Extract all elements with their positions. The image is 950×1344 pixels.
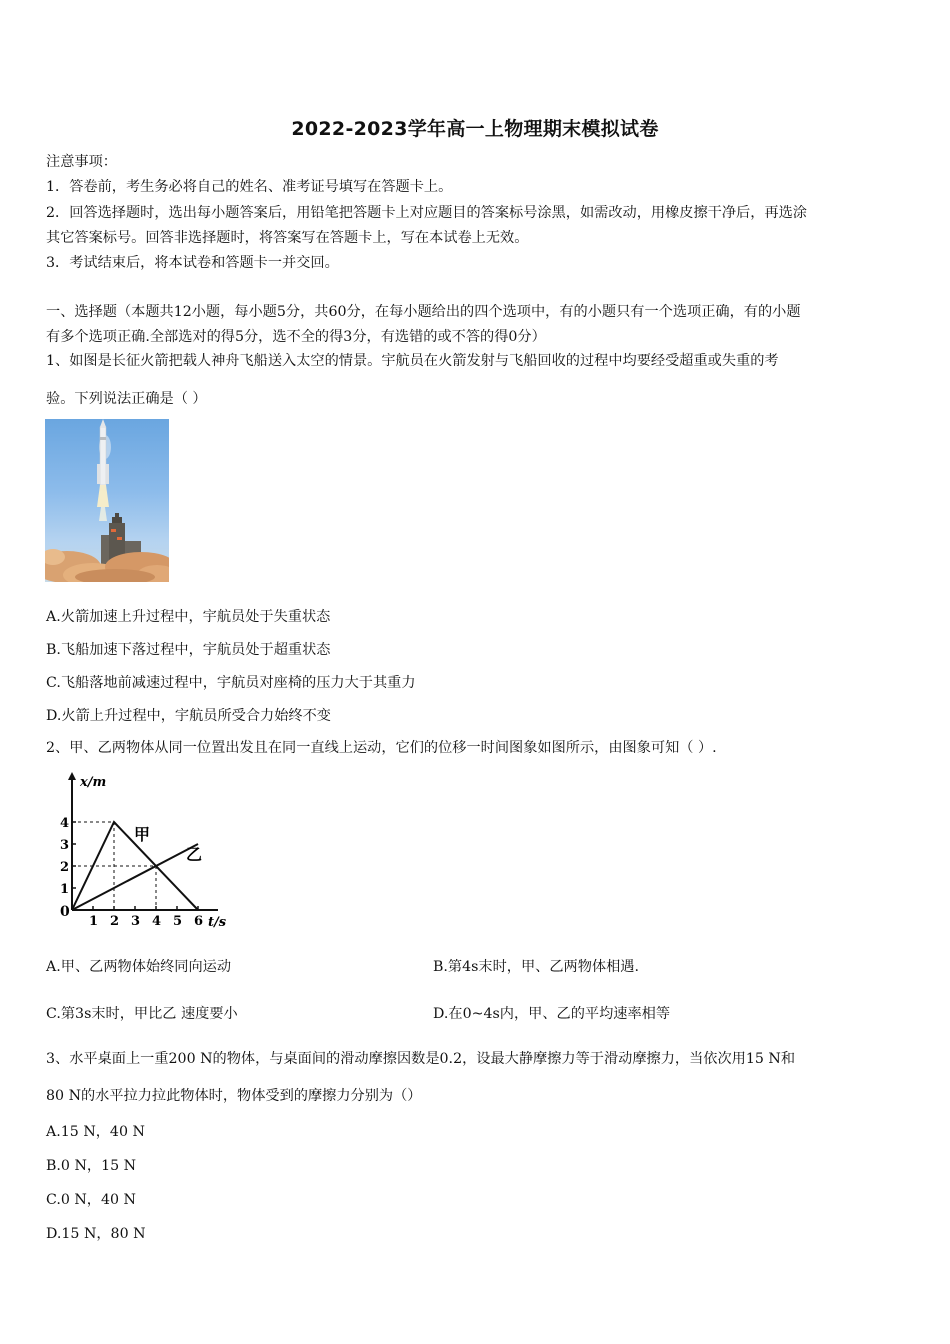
section-heading-line-2: 有多个选项正确.全部选对的得5分，选不全的得3分，有选错的或不答的得0分） — [46, 329, 546, 345]
series-label-1: 甲 — [134, 825, 151, 844]
q3-option-d: D.15 N，80 N — [46, 1226, 146, 1242]
x-tick-label: 3 — [131, 914, 141, 929]
q1-stem-line-2: 验。下列说法正确是（ ） — [46, 391, 207, 407]
q1-stem-line-1: 1、如图是长征火箭把载人神舟飞船送入太空的情景。宇航员在火箭发射与飞船回收的过程中均要经受超重或失重的考 — [46, 353, 779, 369]
q3-option-c: C.0 N，40 N — [46, 1192, 136, 1208]
y-tick-label: 3 — [60, 838, 70, 853]
position-time-graph — [44, 770, 244, 930]
y-axis-arrow — [68, 772, 76, 780]
rocket-launch-image — [45, 419, 169, 582]
q3-stem-line-2: 80 N的水平拉力拉此物体时，物体受到的摩擦力分别为（） — [46, 1088, 422, 1104]
section-heading-line-1: 一、选择题（本题共12小题，每小题5分，共60分，在每小题给出的四个选项中，有的小题只有一个选项正确，有的小题 — [46, 304, 801, 320]
series-line-2 — [72, 844, 198, 910]
notice-line-2b: 其它答案标号。回答非选择题时，将答案写在答题卡上，写在本试卷上无效。 — [46, 230, 529, 246]
q2-option-a: A.甲、乙两物体始终同向运动 — [46, 959, 232, 975]
notice-heading: 注意事项： — [46, 154, 117, 170]
origin-label: 0 — [60, 904, 70, 920]
q2-option-d: D.在0~4s内，甲、乙的平均速率相等 — [433, 1006, 671, 1022]
q1-option-a: A.火箭加速上升过程中，宇航员处于失重状态 — [46, 609, 331, 625]
q3-option-a: A.15 N，40 N — [46, 1124, 145, 1140]
q3-option-b: B.0 N，15 N — [46, 1158, 137, 1174]
q2-option-c: C.第3s末时，甲比乙 速度要小 — [46, 1006, 238, 1022]
x-tick-label: 1 — [89, 914, 99, 929]
y-tick-label: 2 — [60, 860, 70, 875]
series-label-2: 乙 — [186, 845, 203, 864]
x-tick-label: 2 — [110, 914, 120, 929]
q1-option-d: D.火箭上升过程中，宇航员所受合力始终不变 — [46, 708, 331, 724]
y-axis-label: x/m — [80, 775, 107, 790]
q1-option-b: B.飞船加速下落过程中，宇航员处于超重状态 — [46, 642, 331, 658]
q1-option-c: C.飞船落地前减速过程中，宇航员对座椅的压力大于其重力 — [46, 675, 416, 691]
page-title: 2022-2023学年高一上物理期末模拟试卷 — [291, 118, 659, 140]
notice-line-1: 1．答卷前，考生务必将自己的姓名、准考证号填写在答题卡上。 — [46, 179, 453, 195]
y-tick-label: 4 — [60, 816, 70, 831]
q2-option-b: B.第4s末时，甲、乙两物体相遇. — [433, 959, 640, 975]
q2-stem: 2、甲、乙两物体从同一位置出发且在同一直线上运动，它们的位移一时间图象如图所示，由图象可知（ ）. — [46, 740, 717, 756]
notice-line-3: 3．考试结束后，将本试卷和答题卡一并交回。 — [46, 255, 339, 271]
x-axis-label: t/s — [208, 915, 227, 930]
y-tick-label: 1 — [60, 882, 70, 897]
x-tick-label: 5 — [173, 914, 183, 929]
q3-stem-line-1: 3、水平桌面上一重200 N的物体，与桌面间的滑动摩擦因数是0.2，设最大静摩擦力等于滑动摩擦力，当依次用15 N和 — [46, 1051, 796, 1067]
notice-line-2a: 2．回答选择题时，选出每小题答案后，用铅笔把答题卡上对应题目的答案标号涂黑，如需改动，用橡皮擦干净后，再选涂 — [46, 205, 807, 221]
x-tick-label: 6 — [194, 914, 204, 929]
x-tick-label: 4 — [152, 914, 162, 929]
